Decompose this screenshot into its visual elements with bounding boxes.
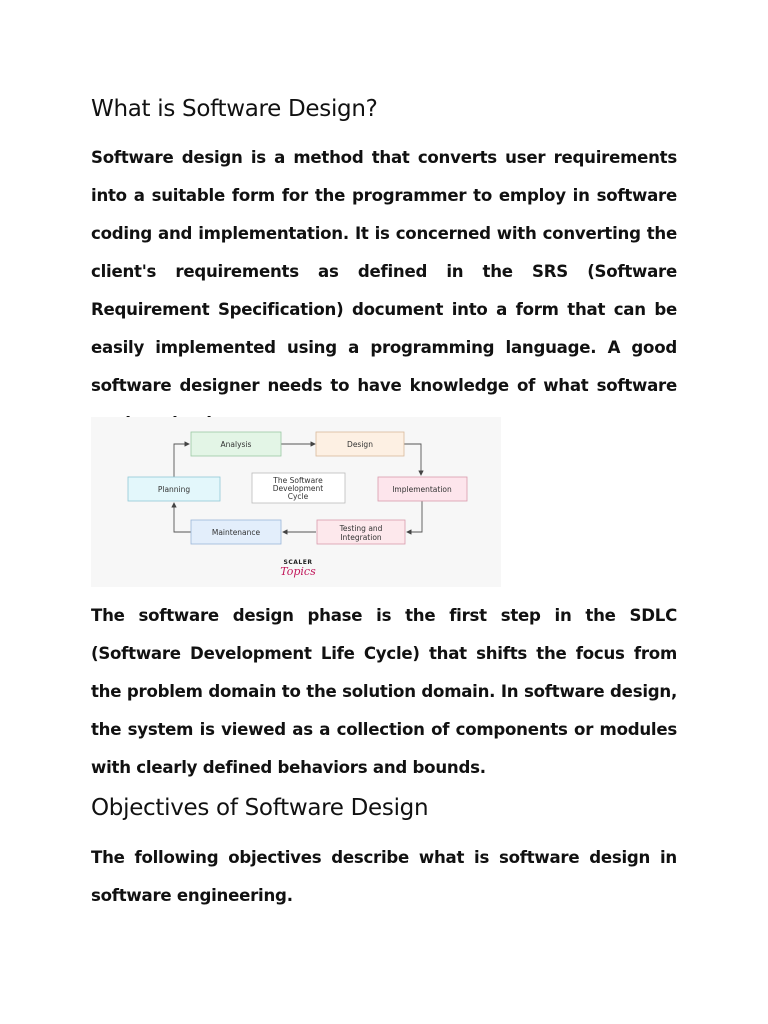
planning-box <box>128 477 220 501</box>
arrow-implementation-to-testing <box>407 501 422 532</box>
planning-label: Planning <box>157 485 191 494</box>
page-title: What is Software Design? <box>91 96 378 122</box>
center-title-box <box>252 473 345 503</box>
analysis-label: Analysis <box>220 440 252 449</box>
design-box <box>316 432 404 456</box>
intro-paragraph: Software design is a method that converts user requirements into a suitable form for the programmer to employ in software coding and implementation. It is concerned with converting the client's requirements as defined in the SRS (Software Requirement Specification) document into a form that can be easily implemented using a programming language. A good software designer needs to have knowledge of what software <box>91 148 677 395</box>
maintenance-label: Maintenance <box>211 528 261 537</box>
center-title-line2: Development <box>272 484 324 493</box>
arrow-planning-to-analysis <box>174 444 189 477</box>
testing-label-line2: Integration <box>340 533 382 542</box>
implementation-box <box>378 477 467 501</box>
objectives-paragraph: The following objectives describe what is software design in software engineering. <box>91 848 677 905</box>
arrow-maintenance-to-planning <box>174 503 191 532</box>
maintenance-box <box>191 520 281 544</box>
analysis-box <box>191 432 281 456</box>
sdlc-diagram <box>91 417 501 587</box>
sdlc-diagram-svg <box>91 417 501 587</box>
center-title-line1: The Software <box>273 476 323 485</box>
scaler-topics-logo <box>280 559 316 578</box>
arrow-design-to-implementation <box>404 444 421 475</box>
sdlc-paragraph: The software design phase is the first step in the SDLC (Software Development Life Cycle) that shifts the focus from the problem domain to the solution domain. In software design, the system is viewed as a collection of components or modules with clearly defined behaviors and bounds. <box>91 606 677 777</box>
implementation-label: Implementation <box>392 485 452 494</box>
section-heading-objectives: Objectives of Software Design <box>91 795 429 821</box>
center-title-line3: Cycle <box>287 492 309 501</box>
testing-box <box>317 520 405 544</box>
logo-scaler-text: SCALER <box>283 559 313 566</box>
testing-label-line1: Testing and <box>339 524 383 533</box>
design-label: Design <box>347 440 373 449</box>
logo-topics-text: Topics <box>280 565 316 578</box>
